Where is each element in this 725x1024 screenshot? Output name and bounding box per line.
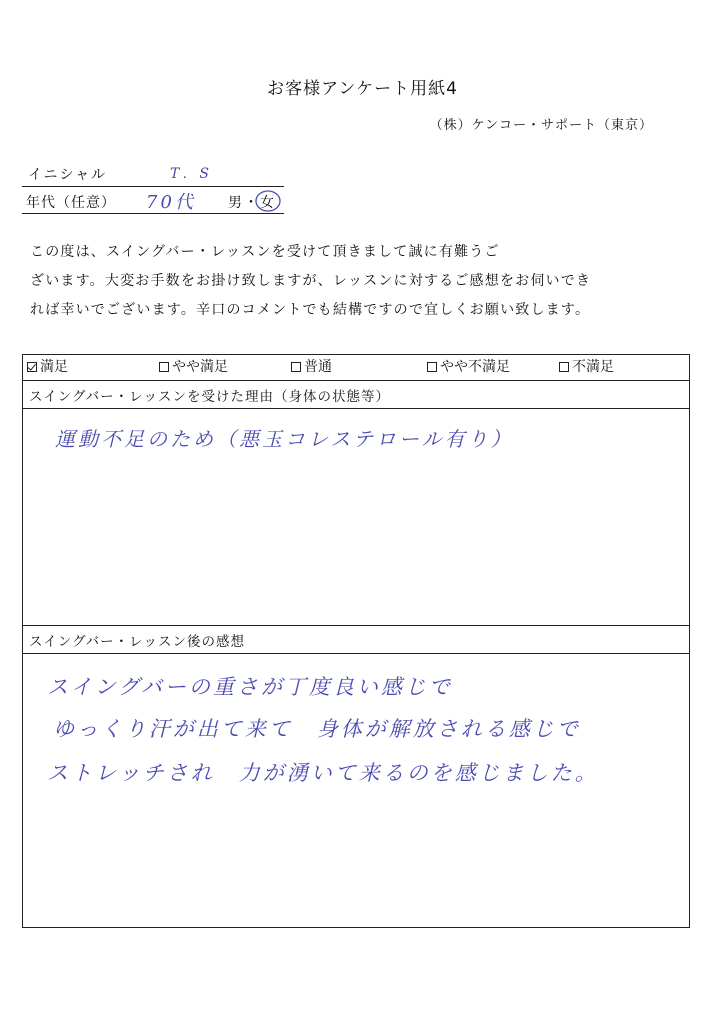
checkbox-icon[interactable] bbox=[291, 362, 301, 372]
option-neutral[interactable] bbox=[291, 355, 332, 379]
checkbox-icon[interactable] bbox=[559, 362, 569, 372]
option-label: 不満足 bbox=[572, 359, 614, 375]
impression-line: スイングバーの重さが丁度良い感じで bbox=[47, 675, 453, 699]
option-label: やや不満足 bbox=[440, 359, 510, 375]
gender-circle-mark bbox=[254, 189, 284, 213]
divider bbox=[23, 408, 689, 409]
initial-label: イニシャル bbox=[28, 167, 108, 183]
checkbox-icon[interactable] bbox=[159, 362, 169, 372]
checkbox-checked-icon[interactable] bbox=[27, 362, 37, 372]
intro-line: この度は、スイングバー・レッスンを受けて頂きまして誠に有難うご bbox=[30, 244, 500, 260]
impression-line: ストレッチされ 力が湧いて来るのを感じました。 bbox=[47, 761, 599, 785]
divider bbox=[23, 653, 689, 654]
initial-underline bbox=[22, 186, 284, 187]
option-satisfied[interactable] bbox=[27, 355, 68, 379]
survey-form bbox=[22, 354, 690, 928]
impression-heading: スイングバー・レッスン後の感想 bbox=[29, 634, 246, 650]
divider bbox=[23, 380, 689, 381]
company-name: （株）ケンコー・サポート（東京） bbox=[429, 118, 653, 133]
age-value: 70代 bbox=[146, 192, 196, 213]
gender-options: 男・女 bbox=[228, 195, 276, 211]
option-somewhat-satisfied[interactable] bbox=[159, 355, 228, 379]
option-label: 普通 bbox=[304, 359, 332, 375]
option-dissatisfied[interactable] bbox=[559, 355, 614, 379]
option-label: やや満足 bbox=[172, 359, 228, 375]
age-underline bbox=[22, 213, 284, 214]
impression-line: ゆっくり汗が出て来て 身体が解放される感じで bbox=[53, 717, 581, 741]
intro-text bbox=[30, 238, 690, 325]
document-title: お客様アンケート用紙4 bbox=[267, 79, 458, 99]
option-somewhat-dissatisfied[interactable] bbox=[427, 355, 510, 379]
reason-answer: 運動不足のため（悪玉コレステロール有り） bbox=[55, 427, 514, 451]
intro-line: れば幸いでございます。辛口のコメントでも結構ですので宜しくお願い致します。 bbox=[30, 302, 591, 318]
intro-line: ざいます。大変お手数をお掛け致しますが、レッスンに対するご感想をお伺いでき bbox=[30, 273, 592, 289]
initial-value: T．S bbox=[170, 166, 212, 182]
reason-heading: スイングバー・レッスンを受けた理由（身体の状態等） bbox=[29, 389, 391, 405]
option-label: 満足 bbox=[40, 359, 68, 375]
age-label: 年代（任意） bbox=[26, 195, 116, 211]
checkbox-icon[interactable] bbox=[427, 362, 437, 372]
divider bbox=[23, 625, 689, 626]
